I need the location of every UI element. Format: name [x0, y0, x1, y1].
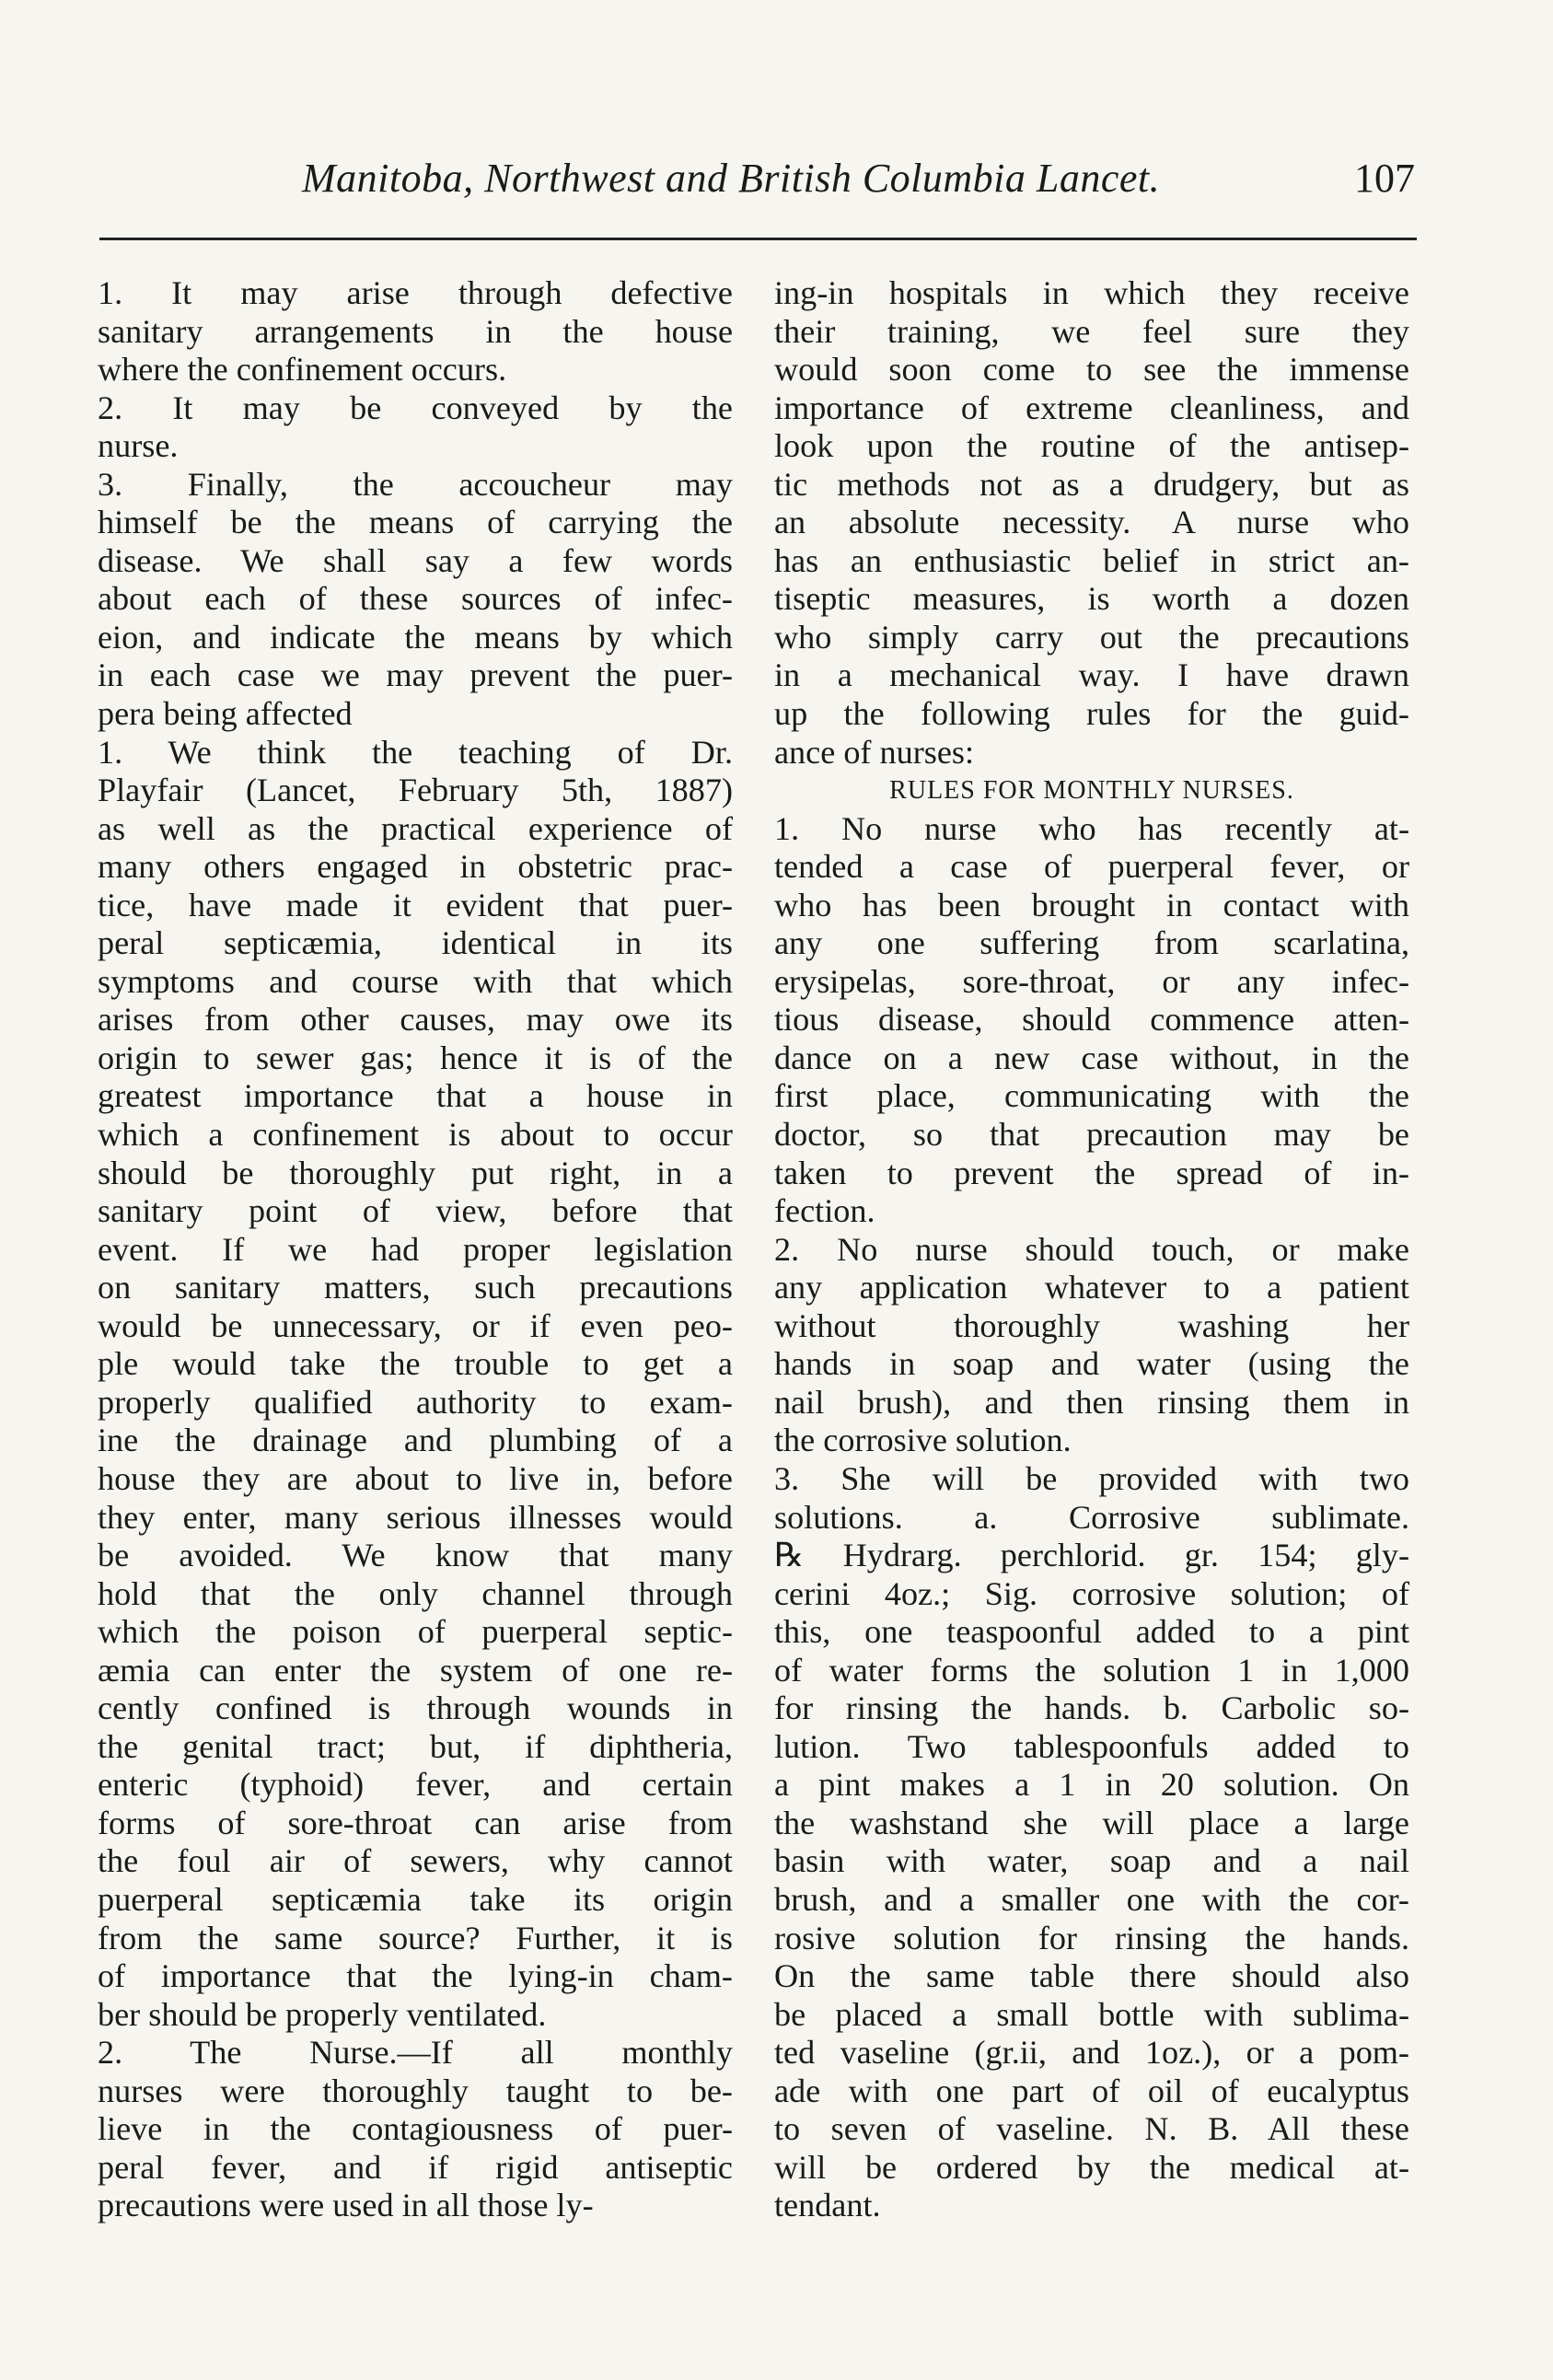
text-line: lieve in the contagiousness of puer- [98, 2110, 733, 2148]
text-line: puerperal septicæmia take its origin [98, 1880, 733, 1918]
text-line: importance of extreme cleanliness, and [774, 389, 1409, 426]
text-line: disease. We shall say a few words [98, 541, 733, 579]
text-line: ber should be properly ventilated. [98, 1995, 547, 2033]
text-line: rosive solution for rinsing the hands. [774, 1919, 1409, 1956]
text-line: origin to sewer gas; hence it is of the [98, 1039, 733, 1076]
text-line: 1. We think the teaching of Dr. [98, 733, 733, 771]
text-line: the washstand she will place a large [774, 1804, 1409, 1841]
text-line: without thoroughly washing her [774, 1306, 1409, 1344]
text-line: about each of these sources of infec- [98, 580, 733, 618]
text-line: should be thoroughly put right, in a [98, 1154, 733, 1191]
text-line: peral fever, and if rigid antiseptic [98, 2148, 733, 2186]
text-line: up the following rules for the guid- [774, 695, 1409, 733]
text-line: from the same source? Further, it is [98, 1919, 733, 1956]
text-line: who has been brought in contact with [774, 886, 1409, 923]
text-line: will be ordered by the medical at- [774, 2148, 1409, 2186]
text-line: solutions. a. Corrosive sublimate. [774, 1498, 1409, 1536]
text-line: greatest importance that a house in [98, 1077, 733, 1115]
text-line: tious disease, should commence atten- [774, 1001, 1409, 1039]
text-line: a pint makes a 1 in 20 solution. On [774, 1766, 1409, 1804]
text-line: arises from other causes, may owe its [98, 1001, 733, 1039]
text-line: basin with water, soap and a nail [774, 1842, 1409, 1880]
text-line: 2. It may be conveyed by the [98, 389, 733, 426]
text-line: ade with one part of oil of eucalyptus [774, 2072, 1409, 2109]
text-line: would soon come to see the immense [774, 351, 1409, 389]
text-line: in a mechanical way. I have drawn [774, 656, 1409, 694]
text-line: look upon the routine of the antisep- [774, 427, 1409, 465]
text-line: of importance that the lying-in cham- [98, 1957, 733, 1995]
text-line: has an enthusiastic belief in strict an- [774, 541, 1409, 579]
text-line: any application whatever to a patient [774, 1269, 1409, 1306]
text-line: 2. No nurse should touch, or make [774, 1230, 1409, 1268]
text-line: 3. Finally, the accoucheur may [98, 465, 733, 503]
text-line: as well as the practical experience of [98, 809, 733, 847]
header-rule [99, 238, 1417, 240]
text-line: nail brush), and then rinsing them in [774, 1383, 1409, 1421]
text-line: 1. It may arise through defective [98, 274, 733, 311]
text-line: 3. She will be provided with two [774, 1459, 1409, 1497]
text-line: tended a case of puerperal fever, or [774, 848, 1409, 886]
text-line: their training, we feel sure they [774, 312, 1409, 350]
text-line: nurse. [98, 427, 179, 465]
text-line: ple would take the trouble to get a [98, 1345, 733, 1383]
text-line: event. If we had proper legislation [98, 1230, 733, 1268]
text-line: sanitary arrangements in the house [98, 312, 733, 350]
text-line: tic methods not as a drudgery, but as [774, 465, 1409, 503]
text-line: many others engaged in obstetric prac- [98, 848, 733, 886]
running-head [99, 155, 1415, 210]
text-line: cently confined is through wounds in [98, 1689, 733, 1727]
text-line: symptoms and course with that which [98, 962, 733, 1000]
text-line: 1. No nurse who has recently at- [774, 809, 1409, 847]
text-line: any one suffering from scarlatina, [774, 924, 1409, 962]
text-line: who simply carry out the precautions [774, 618, 1409, 656]
text-line: fection. [774, 1192, 875, 1230]
text-line: eion, and indicate the means by which [98, 618, 733, 656]
text-line: 2. The Nurse.—If all monthly [98, 2034, 733, 2072]
text-line: properly qualified authority to exam- [98, 1383, 733, 1421]
text-line: ing-in hospitals in which they receive [774, 274, 1409, 311]
text-line: hands in soap and water (using the [774, 1345, 1409, 1383]
text-line: nurses were thoroughly taught to be- [98, 2072, 733, 2109]
text-line: lution. Two tablespoonfuls added to [774, 1727, 1409, 1765]
text-line: an absolute necessity. A nurse who [774, 504, 1409, 541]
text-line: of water forms the solution 1 in 1,000 [774, 1651, 1409, 1689]
text-line: which a confinement is about to occur [98, 1116, 733, 1154]
text-line: tiseptic measures, is worth a dozen [774, 580, 1409, 618]
text-line: in each case we may prevent the puer- [98, 656, 733, 694]
text-line: Playfair (Lancet, February 5th, 1887) [98, 772, 733, 809]
text-line: ine the drainage and plumbing of a [98, 1422, 733, 1459]
text-line: erysipelas, sore-throat, or any infec- [774, 962, 1409, 1000]
text-line: would be unnecessary, or if even peo- [98, 1306, 733, 1344]
text-line: this, one teaspoonful added to a pint [774, 1613, 1409, 1651]
text-line: taken to prevent the spread of in- [774, 1154, 1409, 1191]
text-line: pera being affected [98, 695, 353, 733]
text-line: house they are about to live in, before [98, 1459, 733, 1497]
text-line: be placed a small bottle with sublima- [774, 1995, 1409, 2033]
text-line: precautions were used in all those ly- [98, 2187, 594, 2224]
text-line: forms of sore-throat can arise from [98, 1804, 733, 1841]
text-line: ℞ Hydrarg. perchlorid. gr. 154; gly- [774, 1537, 1409, 1574]
text-line: dance on a new case without, in the [774, 1039, 1409, 1076]
text-line: doctor, so that precaution may be [774, 1116, 1409, 1154]
text-line: tice, have made it evident that puer- [98, 886, 733, 923]
text-line: brush, and a smaller one with the cor- [774, 1880, 1409, 1918]
text-line: tendant. [774, 2187, 881, 2224]
text-line: they enter, many serious illnesses would [98, 1498, 733, 1536]
section-heading: RULES FOR MONTHLY NURSES. [889, 776, 1294, 806]
text-line: sanitary point of view, before that [98, 1192, 733, 1230]
text-line: first place, communicating with the [774, 1077, 1409, 1115]
text-line: which the poison of puerperal septic- [98, 1613, 733, 1651]
text-line: to seven of vaseline. N. B. All these [774, 2110, 1409, 2148]
text-line: himself be the means of carrying the [98, 504, 733, 541]
text-line: peral septicæmia, identical in its [98, 924, 733, 962]
left-column [98, 274, 733, 2225]
text-line: the genital tract; but, if diphtheria, [98, 1727, 733, 1765]
text-line: for rinsing the hands. b. Carbolic so- [774, 1689, 1409, 1727]
text-line: the foul air of sewers, why cannot [98, 1842, 733, 1880]
text-line: the corrosive solution. [774, 1422, 1072, 1459]
right-column [774, 274, 1409, 2225]
text-line: hold that the only channel through [98, 1574, 733, 1612]
text-line: On the same table there should also [774, 1957, 1409, 1995]
text-line: on sanitary matters, such precautions [98, 1269, 733, 1306]
page-number: 107 [1354, 156, 1415, 201]
text-line: ted vaseline (gr.ii, and 1oz.), or a pom- [774, 2034, 1409, 2072]
journal-title: Manitoba, Northwest and British Columbia Lancet. [302, 156, 1161, 201]
text-line: ance of nurses: [774, 733, 975, 771]
text-line: cerini 4oz.; Sig. corrosive solution; of [774, 1574, 1409, 1612]
text-line: be avoided. We know that many [98, 1537, 733, 1574]
text-line: æmia can enter the system of one re- [98, 1651, 733, 1689]
text-line: enteric (typhoid) fever, and certain [98, 1766, 733, 1804]
text-line: where the confinement occurs. [98, 351, 507, 389]
